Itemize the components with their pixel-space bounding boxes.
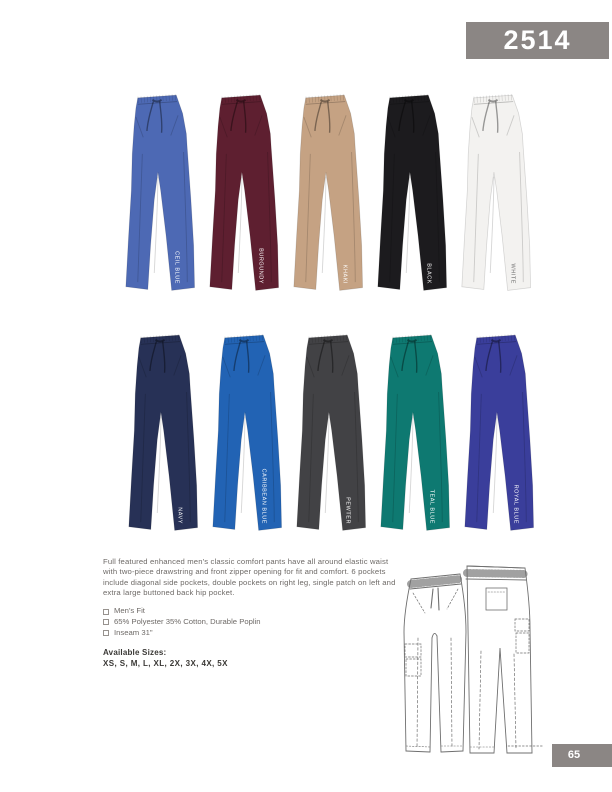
color-label: ROYAL BLUE [512, 484, 519, 524]
pants-caribbean-blue [200, 320, 288, 552]
style-number: 2514 [503, 25, 572, 55]
pants-photo [113, 80, 201, 312]
page-number: 65 [567, 749, 581, 761]
pants-photo [449, 80, 537, 312]
pants-photo [365, 80, 453, 312]
bullet-square-icon [103, 619, 109, 625]
pants-burgundy [197, 80, 285, 312]
pants-royal-blue [452, 320, 540, 552]
pants-photo [284, 320, 372, 552]
color-label: KHAKI [341, 264, 348, 284]
pants-photo [197, 80, 285, 312]
pants-photo [452, 320, 540, 552]
color-label: CARIBBEAN BLUE [260, 468, 267, 524]
pants-photo [281, 80, 369, 312]
color-label: BURGUNDY [257, 248, 264, 284]
pants-row-1 [113, 80, 533, 312]
pants-khaki [281, 80, 369, 312]
pants-black [365, 80, 453, 312]
color-label: CEIL BLUE [173, 251, 180, 284]
pants-photo [368, 320, 456, 552]
bullet-square-icon [103, 630, 109, 636]
spec-text: 65% Polyester 35% Cotton, Durable Poplin [114, 616, 261, 626]
spec-item [103, 628, 396, 638]
available-sizes-heading: Available Sizes: [103, 647, 167, 657]
style-number-badge [466, 22, 609, 59]
spec-text: Men's Fit [114, 606, 145, 616]
pants-row-2 [116, 320, 536, 552]
product-info [103, 557, 396, 668]
pants-pewter [284, 320, 372, 552]
color-label: WHITE [509, 263, 516, 284]
product-description: Full featured enhanced men's classic comfort pants have all around elastic waist with two-piece drawstring and front zipper opening for fit and comfort. 6 pockets include diagonal side pockets, double pockets on right leg, single patch on left and extra large buttoned back hip pocket. [103, 557, 396, 597]
pants-ceil-blue [113, 80, 201, 312]
pants-navy [116, 320, 204, 552]
color-label: BLACK [425, 263, 432, 284]
spec-list [103, 606, 396, 638]
pants-line-drawing-icon [396, 556, 548, 764]
color-label: PEWTER [344, 497, 351, 524]
pants-white [449, 80, 537, 312]
color-label: TEAL BLUE [428, 489, 435, 524]
bullet-square-icon [103, 609, 109, 615]
page-number-badge [552, 744, 612, 767]
spec-text: Inseam 31" [114, 627, 153, 637]
pants-teal-blue [368, 320, 456, 552]
available-sizes-list: XS, S, M, L, XL, 2X, 3X, 4X, 5X [103, 658, 228, 668]
color-label: NAVY [176, 507, 183, 524]
pants-photo [200, 320, 288, 552]
spec-item [103, 606, 396, 616]
spec-item [103, 617, 396, 627]
pants-photo [116, 320, 204, 552]
pants-technical-sketch [396, 556, 548, 764]
